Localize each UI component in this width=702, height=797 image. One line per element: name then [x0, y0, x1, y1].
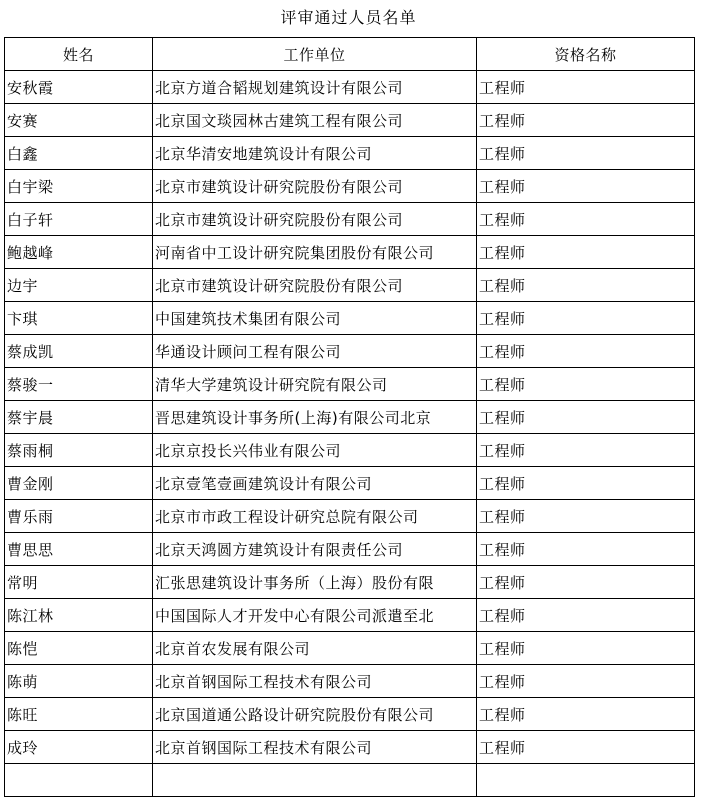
cell-organization: 北京方道合韬规划建筑设计有限公司	[153, 71, 477, 104]
cell-name: 曹乐雨	[5, 500, 153, 533]
table-row	[5, 401, 695, 434]
cell-organization: 北京壹笔壹画建筑设计有限公司	[153, 467, 477, 500]
column-header-qualification: 资格名称	[477, 38, 695, 71]
cell-qualification: 工程师	[477, 302, 695, 335]
cell-name	[5, 764, 153, 797]
cell-qualification: 工程师	[477, 170, 695, 203]
table-row	[5, 104, 695, 137]
table-row	[5, 434, 695, 467]
cell-organization: 北京市建筑设计研究院股份有限公司	[153, 269, 477, 302]
table-row	[5, 203, 695, 236]
cell-organization: 中国国际人才开发中心有限公司派遣至北	[153, 599, 477, 632]
cell-name: 曹金刚	[5, 467, 153, 500]
cell-qualification: 工程师	[477, 203, 695, 236]
table-row	[5, 632, 695, 665]
cell-qualification: 工程师	[477, 104, 695, 137]
cell-name: 边宇	[5, 269, 153, 302]
cell-qualification: 工程师	[477, 137, 695, 170]
cell-organization: 中国建筑技术集团有限公司	[153, 302, 477, 335]
table-row	[5, 71, 695, 104]
cell-name: 陈恺	[5, 632, 153, 665]
table-row	[5, 566, 695, 599]
cell-qualification: 工程师	[477, 599, 695, 632]
cell-qualification: 工程师	[477, 566, 695, 599]
cell-organization: 清华大学建筑设计研究院有限公司	[153, 368, 477, 401]
document-title: 评审通过人员名单	[280, 8, 417, 27]
cell-organization: 汇张思建筑设计事务所（上海）股份有限	[153, 566, 477, 599]
table-row	[5, 698, 695, 731]
cell-qualification: 工程师	[477, 533, 695, 566]
cell-qualification: 工程师	[477, 368, 695, 401]
table-row	[5, 467, 695, 500]
table-row	[5, 170, 695, 203]
cell-name: 蔡宇晨	[5, 401, 153, 434]
table-header-row	[5, 38, 695, 71]
cell-qualification: 工程师	[477, 269, 695, 302]
cell-organization	[153, 764, 477, 797]
cell-qualification: 工程师	[477, 335, 695, 368]
table-row	[5, 137, 695, 170]
table-row	[5, 368, 695, 401]
column-header-organization: 工作单位	[153, 38, 477, 71]
cell-name: 卞琪	[5, 302, 153, 335]
cell-name: 常明	[5, 566, 153, 599]
cell-organization: 北京首农发展有限公司	[153, 632, 477, 665]
cell-name: 蔡雨桐	[5, 434, 153, 467]
cell-qualification: 工程师	[477, 467, 695, 500]
cell-name: 安赛	[5, 104, 153, 137]
personnel-table	[4, 37, 695, 797]
cell-qualification: 工程师	[477, 665, 695, 698]
cell-organization: 北京市市政工程设计研究总院有限公司	[153, 500, 477, 533]
table-row	[5, 764, 695, 797]
cell-organization: 北京华清安地建筑设计有限公司	[153, 137, 477, 170]
cell-name: 陈萌	[5, 665, 153, 698]
table-row	[5, 599, 695, 632]
cell-qualification: 工程师	[477, 401, 695, 434]
cell-organization: 北京市建筑设计研究院股份有限公司	[153, 170, 477, 203]
table-row	[5, 533, 695, 566]
cell-name: 鲍越峰	[5, 236, 153, 269]
cell-name: 成玲	[5, 731, 153, 764]
cell-name: 白子轩	[5, 203, 153, 236]
cell-qualification: 工程师	[477, 500, 695, 533]
cell-organization: 北京首钢国际工程技术有限公司	[153, 731, 477, 764]
cell-name: 白宇梁	[5, 170, 153, 203]
table-row	[5, 269, 695, 302]
cell-qualification	[477, 764, 695, 797]
cell-organization: 华通设计顾问工程有限公司	[153, 335, 477, 368]
cell-name: 白鑫	[5, 137, 153, 170]
cell-organization: 河南省中工设计研究院集团股份有限公司	[153, 236, 477, 269]
cell-name: 陈旺	[5, 698, 153, 731]
cell-qualification: 工程师	[477, 632, 695, 665]
table-row	[5, 302, 695, 335]
cell-organization: 晋思建筑设计事务所(上海)有限公司北京	[153, 401, 477, 434]
table-row	[5, 335, 695, 368]
table-row	[5, 236, 695, 269]
cell-name: 陈江林	[5, 599, 153, 632]
cell-name: 蔡成凯	[5, 335, 153, 368]
column-header-name: 姓名	[5, 38, 153, 71]
table-row	[5, 665, 695, 698]
cell-qualification: 工程师	[477, 236, 695, 269]
table-row	[5, 500, 695, 533]
cell-name: 曹思思	[5, 533, 153, 566]
cell-name: 安秋霞	[5, 71, 153, 104]
cell-organization: 北京京投长兴伟业有限公司	[153, 434, 477, 467]
cell-qualification: 工程师	[477, 698, 695, 731]
cell-organization: 北京国道通公路设计研究院股份有限公司	[153, 698, 477, 731]
cell-organization: 北京国文琰园林古建筑工程有限公司	[153, 104, 477, 137]
table-row	[5, 731, 695, 764]
cell-organization: 北京首钢国际工程技术有限公司	[153, 665, 477, 698]
cell-organization: 北京市建筑设计研究院股份有限公司	[153, 203, 477, 236]
cell-qualification: 工程师	[477, 434, 695, 467]
cell-qualification: 工程师	[477, 731, 695, 764]
cell-organization: 北京天鸿圆方建筑设计有限责任公司	[153, 533, 477, 566]
cell-qualification: 工程师	[477, 71, 695, 104]
cell-name: 蔡骏一	[5, 368, 153, 401]
